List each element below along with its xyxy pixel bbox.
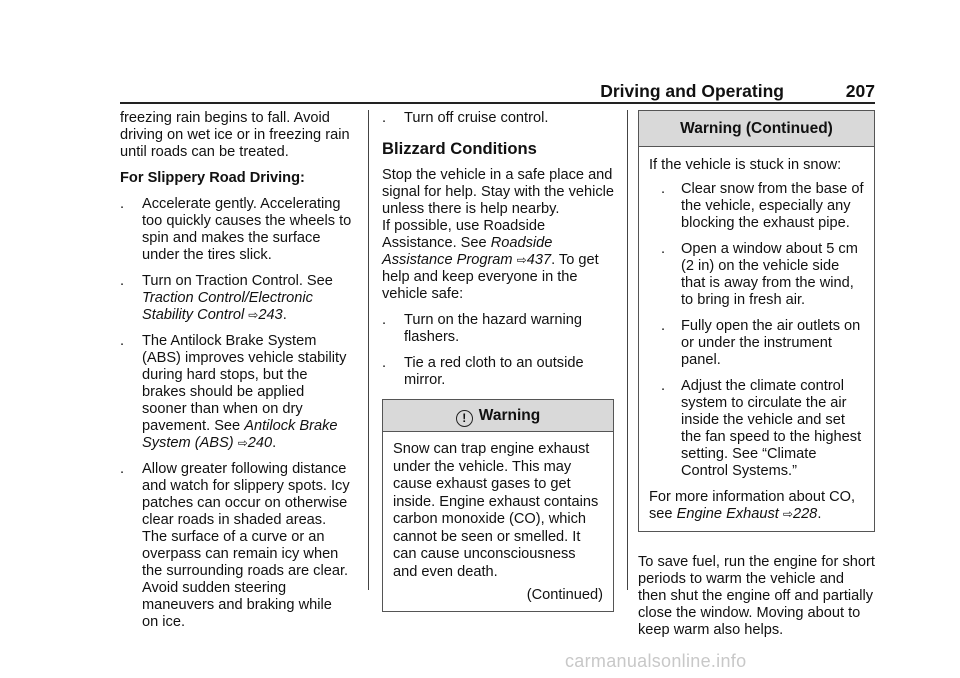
- page-ref-icon: ⇨: [516, 253, 527, 267]
- bullet-dot: .: [382, 312, 387, 328]
- list-item: [382, 312, 614, 346]
- page-ref-icon: ⇨: [782, 507, 793, 521]
- page-number: 207: [845, 81, 875, 101]
- cross-reference-page[interactable]: 437: [526, 252, 552, 268]
- bullet-dot: .: [661, 181, 666, 197]
- cross-reference-link[interactable]: Roadside Assistance Program: [382, 235, 553, 268]
- column-1: [120, 110, 352, 640]
- watermark: carmanualsonline.info: [565, 651, 747, 671]
- header-rule: [120, 102, 875, 104]
- punctuation: .: [282, 307, 287, 323]
- slippery-road-heading: For Slippery Road Driving:: [120, 170, 305, 186]
- bullet-text: Turn off cruise control.: [404, 110, 549, 126]
- paragraph-text: If possible, use Roadside Assistance. See: [382, 218, 546, 251]
- warning-title: [383, 400, 613, 432]
- column-divider-2: [627, 110, 628, 590]
- bullet-dot: .: [120, 461, 125, 477]
- bullet-dot: .: [661, 318, 666, 334]
- blizzard-paragraph: Stop the vehicle in a safe place and signal for help. Stay with the vehicle unless there is help nearby.: [382, 167, 615, 217]
- list-item: [649, 378, 864, 480]
- bullet-text: Fully open the air outlets on or under the instrument panel.: [681, 318, 861, 368]
- warning-body: [383, 432, 613, 611]
- bullet-text: Turn on Traction Control. See: [142, 273, 333, 289]
- warning-text: Snow can trap engine exhaust under the vehicle. This may cause exhaust gases to get inside. Engine exhaust contains carbon monoxide (CO), which cannot be seen or smelled. It can cause unconsciousness and even death.: [393, 441, 599, 580]
- warning-title-text: Warning: [478, 407, 541, 424]
- cross-reference-link[interactable]: Traction Control/Electronic Stability Control: [142, 290, 313, 323]
- punctuation: .: [272, 435, 277, 451]
- bullet-text: The Antilock Brake System (ABS) improves vehicle stability during hard stops, but the brakes should be applied sooner than when on dry pavement. See: [142, 333, 347, 434]
- continued-label: (Continued): [526, 587, 603, 603]
- intro-paragraph: freezing rain begins to fall. Avoid driving on wet ice or in freezing rain until roads can be treated.: [120, 110, 350, 160]
- warning-box: [382, 399, 614, 612]
- list-item: [382, 110, 614, 127]
- column-2: [382, 110, 614, 612]
- bullet-text: Open a window about 5 cm (2 in) on the vehicle side that is away from the wind, to bring in fresh air.: [681, 241, 858, 308]
- page-ref-icon: ⇨: [248, 308, 259, 322]
- punctuation: .: [817, 506, 822, 522]
- list-item: [120, 273, 352, 324]
- page-ref-icon: ⇨: [237, 436, 248, 450]
- list-item: [120, 333, 352, 452]
- list-item: [382, 355, 614, 389]
- bullet-text: Tie a red cloth to an outside mirror.: [404, 355, 584, 388]
- fuel-paragraph: To save fuel, run the engine for short periods to warm the vehicle and then shut the engine off and partially close the window. Moving about to keep warm also helps.: [638, 554, 875, 638]
- cross-reference-page[interactable]: 240: [247, 435, 273, 451]
- list-item: [120, 196, 352, 264]
- roadside-paragraph: [382, 218, 614, 303]
- warning-icon: !: [456, 410, 473, 427]
- more-info-paragraph: [649, 489, 864, 523]
- list-item: [649, 318, 864, 369]
- list-item: [120, 461, 352, 631]
- warning-intro: If the vehicle is stuck in snow:: [649, 157, 842, 173]
- bullet-text: Allow greater following distance and watch for slippery spots. Icy patches can occur on otherwise clear roads in shaded areas. The surface of a curve or an overpass can remain icy when the surrounding roads are clear. Avoid sudden steering maneuvers and braking while on ice.: [142, 461, 350, 630]
- bullet-dot: .: [120, 273, 125, 289]
- bullet-dot: .: [120, 196, 125, 212]
- bullet-text: Clear snow from the base of the vehicle, especially any blocking the exhaust pipe.: [681, 181, 864, 231]
- cross-reference-page[interactable]: 243: [258, 307, 283, 323]
- section-title: Driving and Operating: [600, 81, 784, 101]
- list-item: [649, 181, 864, 232]
- bullet-dot: .: [120, 333, 125, 349]
- bullet-dot: .: [382, 355, 387, 371]
- bullet-dot: .: [661, 241, 666, 257]
- paragraph-text: . To get help and keep everyone in the vehicle safe:: [382, 252, 599, 302]
- column-3: [638, 110, 875, 648]
- bullet-text: Adjust the climate control system to circulate the air inside the vehicle and set the fan speed to the highest setting. See “Climate Control Systems.”: [681, 378, 862, 479]
- warning-title: Warning (Continued): [639, 111, 874, 147]
- blizzard-heading: Blizzard Conditions: [382, 139, 537, 158]
- cross-reference-link[interactable]: Antilock Brake System (ABS): [142, 418, 338, 451]
- column-divider-1: [368, 110, 369, 590]
- bullet-text: Accelerate gently. Accelerating too quickly causes the wheels to spin and makes the surface under the tires slick.: [142, 196, 352, 263]
- cross-reference-link[interactable]: Engine Exhaust: [676, 506, 779, 522]
- list-item: [649, 241, 864, 309]
- cross-reference-page[interactable]: 228: [792, 506, 818, 522]
- bullet-dot: .: [661, 378, 666, 394]
- paragraph-text: For more information about CO, see: [649, 489, 856, 522]
- warning-continued-box: [638, 110, 875, 532]
- warning-body: [639, 147, 874, 531]
- bullet-dot: .: [382, 110, 387, 126]
- bullet-text: Turn on the hazard warning flashers.: [404, 312, 582, 345]
